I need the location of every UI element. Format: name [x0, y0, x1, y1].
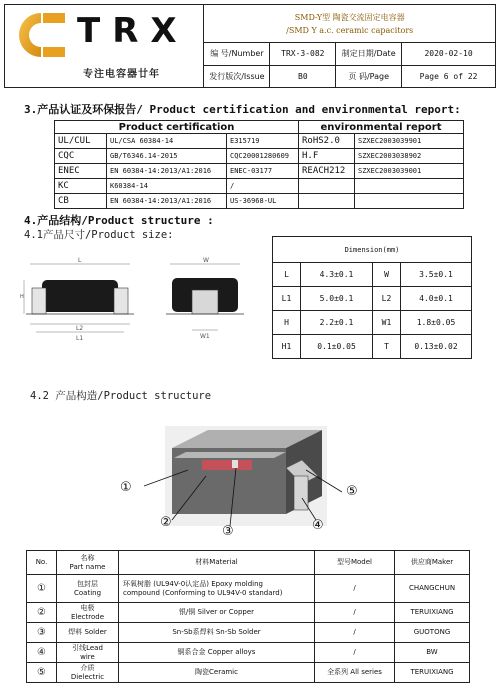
- env-item: [299, 179, 355, 194]
- dim-value: 0.1±0.05: [301, 335, 373, 359]
- doc-title-cn: SMD-Y型 陶瓷交流固定电容器: [294, 12, 405, 22]
- cert-standard: UL/CSA 60384-14: [107, 134, 227, 149]
- dim-label-L1: L1: [76, 335, 84, 342]
- table-row: [27, 575, 470, 603]
- dim-key: L2: [373, 287, 401, 311]
- dim-key: W1: [373, 311, 401, 335]
- part-no: ④: [27, 643, 57, 663]
- part-no: ①: [27, 575, 57, 603]
- issue-value: B0: [270, 65, 336, 88]
- end-view-drawing: [166, 257, 244, 340]
- dim-label-L: L: [78, 257, 82, 264]
- issue-label: 发行版次/Issue: [204, 65, 270, 88]
- env-item: [299, 194, 355, 209]
- dim-label-W1: W1: [200, 333, 210, 340]
- page-value: Page 6 of 22: [402, 65, 496, 88]
- side-view-drawing: [20, 257, 134, 342]
- part-material: 陶瓷Ceramic: [119, 663, 315, 683]
- dim-key: T: [373, 335, 401, 359]
- env-item: H.F: [299, 149, 355, 164]
- dim-key: H1: [273, 335, 301, 359]
- part-no: ⑤: [27, 663, 57, 683]
- document-header: [4, 4, 496, 88]
- part-material: Sn-Sb系焊料 Sn-Sb Solder: [119, 623, 315, 643]
- part-maker: TERUIXIANG: [395, 663, 470, 683]
- env-report-number: SZXEC2003039001: [355, 164, 464, 179]
- table-row: [273, 311, 472, 335]
- trx-logo-icon: [15, 11, 67, 59]
- dim-value: 3.5±0.1: [401, 263, 472, 287]
- cert-mark: CQC: [55, 149, 107, 164]
- logo-slogan: 专注电容器廿年: [83, 69, 160, 80]
- table-row: [273, 335, 472, 359]
- env-item: RoHS2.0: [299, 134, 355, 149]
- table-row: [27, 663, 470, 683]
- dim-key: L1: [273, 287, 301, 311]
- cert-number: CQC20001280609: [227, 149, 299, 164]
- dim-label-H: H: [20, 294, 24, 300]
- dimension-table: [272, 236, 472, 359]
- logo-text: TRX: [77, 11, 189, 51]
- col-no: No.: [27, 551, 57, 575]
- table-row: [27, 603, 470, 623]
- callout-1: ①: [120, 480, 132, 495]
- col-material: 材料Material: [119, 551, 315, 575]
- dim-value: 0.13±0.02: [401, 335, 472, 359]
- col-model: 型号Model: [315, 551, 395, 575]
- logo-cell: [5, 5, 204, 88]
- part-model: /: [315, 603, 395, 623]
- cert-number: E315719: [227, 134, 299, 149]
- part-name: 引线Lead wire: [57, 643, 119, 663]
- cert-header: Product certification: [55, 121, 299, 134]
- cert-standard: GB/T6346.14-2015: [107, 149, 227, 164]
- dim-key: W: [373, 263, 401, 287]
- number-label: 编 号/Number: [204, 43, 270, 66]
- table-row: [55, 149, 464, 164]
- date-label: 制定日期/Date: [336, 43, 402, 66]
- part-name: 电极 Electrode: [57, 603, 119, 623]
- part-model: /: [315, 623, 395, 643]
- part-model: /: [315, 575, 395, 603]
- dim-key: H: [273, 311, 301, 335]
- table-row: [55, 134, 464, 149]
- callout-5: ⑤: [346, 484, 358, 499]
- cert-mark: CB: [55, 194, 107, 209]
- col-maker: 供应商Maker: [395, 551, 470, 575]
- section4-1-title: 4.1产品尺寸/Product size:: [24, 229, 174, 241]
- cert-standard: EN 60384-14:2013/A1:2016: [107, 194, 227, 209]
- table-row: [27, 623, 470, 643]
- dimension-drawing: [20, 252, 270, 352]
- dim-value: 2.2±0.1: [301, 311, 373, 335]
- cert-mark: KC: [55, 179, 107, 194]
- section4-2-title: 4.2 产品构造/Product structure: [30, 390, 212, 402]
- part-model: 全系列 All series: [315, 663, 395, 683]
- part-maker: BW: [395, 643, 470, 663]
- part-material: 铜系合金 Copper alloys: [119, 643, 315, 663]
- table-row: [55, 164, 464, 179]
- callout-3: ③: [222, 524, 234, 539]
- table-row: [55, 194, 464, 209]
- part-name: 介质 Dielectric: [57, 663, 119, 683]
- part-material: 银/铜 Silver or Copper: [119, 603, 315, 623]
- part-maker: TERUIXIANG: [395, 603, 470, 623]
- dim-label-W: W: [203, 257, 209, 264]
- callout-2: ②: [160, 515, 172, 530]
- part-material: 环氧树脂 (UL94V-0认定品) Epoxy molding compound (Conforming to UL94V-0 standard): [119, 575, 315, 603]
- cert-standard: EN 60384-14:2013/A1:2016: [107, 164, 227, 179]
- table-row: [273, 263, 472, 287]
- cert-number: /: [227, 179, 299, 194]
- cert-mark: UL/CUL: [55, 134, 107, 149]
- col-part-name: 名称 Part name: [57, 551, 119, 575]
- date-value: 2020-02-10: [402, 43, 496, 66]
- dim-value: 5.0±0.1: [301, 287, 373, 311]
- env-header: environmental report: [299, 121, 464, 134]
- number-value: TRX-3-082: [270, 43, 336, 66]
- part-name: 焊料 Solder: [57, 623, 119, 643]
- dim-key: L: [273, 263, 301, 287]
- part-name: 包封层 Coating: [57, 575, 119, 603]
- page-label: 页 码/Page: [336, 65, 402, 88]
- certification-table: [54, 120, 464, 209]
- callout-4: ④: [312, 518, 324, 533]
- structure-illustration: [110, 420, 370, 542]
- dim-value: 1.8±0.05: [401, 311, 472, 335]
- cert-number: ENEC-03177: [227, 164, 299, 179]
- table-row: [27, 643, 470, 663]
- dim-label-L2: L2: [76, 325, 84, 332]
- part-no: ③: [27, 623, 57, 643]
- env-report-number: [355, 179, 464, 194]
- dim-value: 4.3±0.1: [301, 263, 373, 287]
- dim-value: 4.0±0.1: [401, 287, 472, 311]
- env-report-number: SZXEC2003038902: [355, 149, 464, 164]
- cert-standard: K60384-14: [107, 179, 227, 194]
- section3-title: 3.产品认证及环保报告/ Product certification and environmental report:: [24, 103, 461, 116]
- table-row: [273, 287, 472, 311]
- part-maker: GUOTONG: [395, 623, 470, 643]
- part-maker: CHANGCHUN: [395, 575, 470, 603]
- env-report-number: [355, 194, 464, 209]
- doc-title-en: /SMD Y a.c. ceramic capacitors: [286, 25, 414, 35]
- doc-title-cell: [204, 5, 496, 43]
- parts-header-row: [27, 551, 470, 575]
- env-item: REACH212: [299, 164, 355, 179]
- section4-title: 4.产品结构/Product structure :: [24, 214, 214, 227]
- table-row: [55, 179, 464, 194]
- dimension-caption: Dimension(mm): [273, 237, 472, 263]
- cert-mark: ENEC: [55, 164, 107, 179]
- cert-number: US-36968-UL: [227, 194, 299, 209]
- parts-table: [26, 550, 470, 683]
- env-report-number: SZXEC2003039901: [355, 134, 464, 149]
- part-no: ②: [27, 603, 57, 623]
- part-model: /: [315, 643, 395, 663]
